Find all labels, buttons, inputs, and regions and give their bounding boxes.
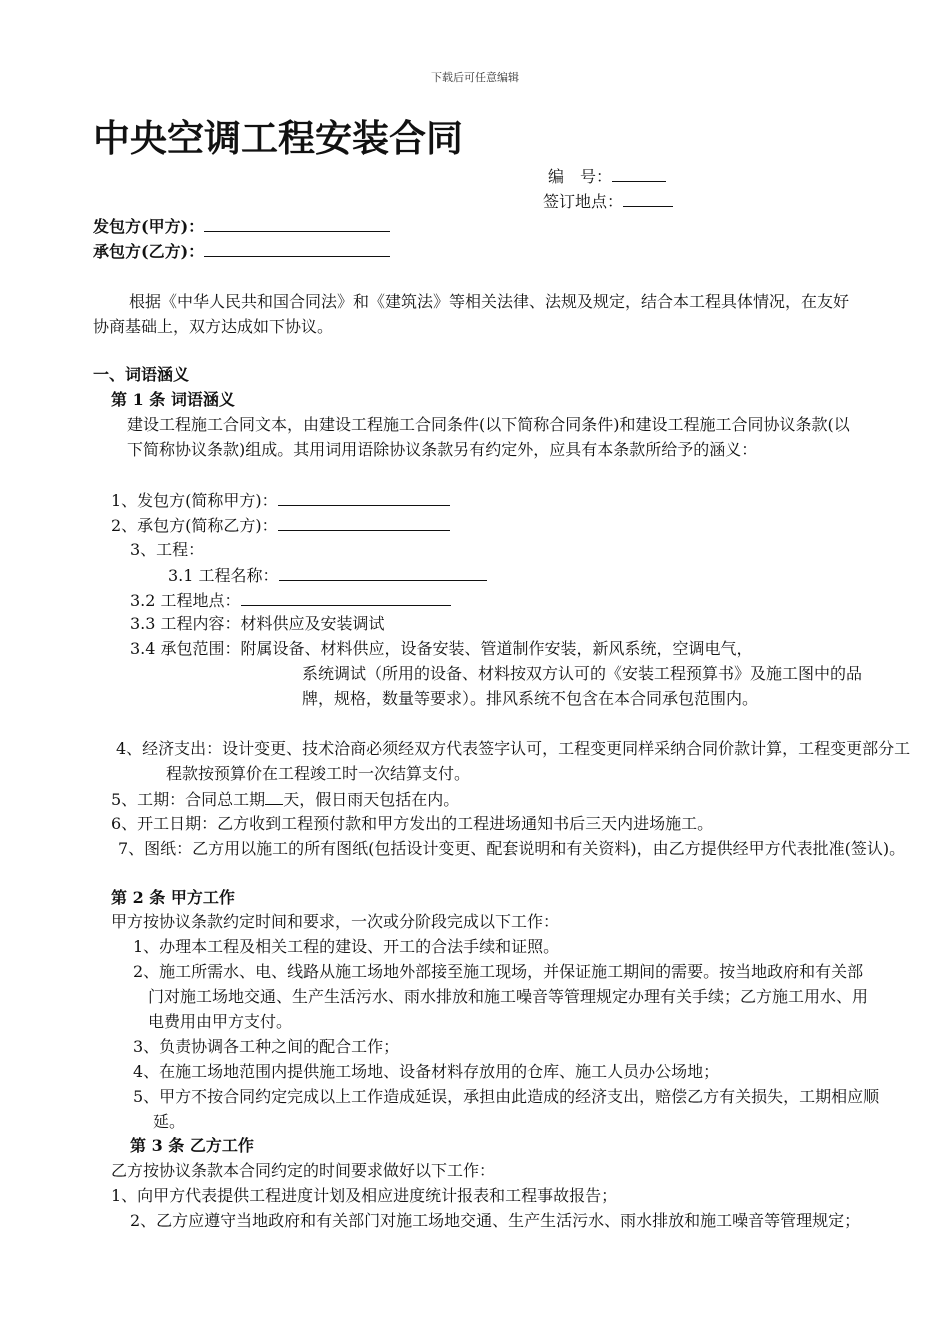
article-1-heading: 第 1 条 词语涵义 [111,390,235,409]
item-2-blank [278,515,450,531]
item-4: 4、经济支出：设计变更、技术洽商必须经双方代表签字认可，工程变更同样采纳合同价款计算，工程变更部分工程款按预算价在工程竣工时一次结算支付。 [116,739,911,783]
party-a-blank [204,216,390,232]
article-2-item-2: 2、施工所需水、电、线路从施工场地外部接至施工现场，并保证施工期间的需要。按当地政府和有关部门对施工场地交通、生产生活污水、雨水排放和施工噪音等管理规定办理有关手续；乙方施工用水、用电费用由甲方支付。 [133,962,869,1031]
contract-number-field [548,166,666,187]
article-2-item-1: 1、办理本工程及相关工程的建设、开工的合法手续和证照。 [133,937,560,956]
article-2-item-4: 4、在施工场地范围内提供施工场地、设备材料存放用的仓库、施工人员办公场地； [133,1062,720,1081]
item-1-label: 1、发包方(简称甲方)： [111,491,278,510]
article-3-item-2: 2、乙方应遵守当地政府和有关部门对施工场地交通、生产生活污水、雨水排放和施工噪音等管理规定； [130,1211,861,1230]
contract-number-blank [612,166,666,182]
item-3-1-blank [279,565,487,581]
item-3-4-continuation: 系统调试（所用的设备、材料按双方认可的《安装工程预算书》及施工图中的品牌，规格，数量等要求）。排风系统不包含在本合同承包范围内。 [302,664,863,708]
item-3-3: 3.3 工程内容：材料供应及安装调试 [130,614,385,633]
document-title: 中央空调工程安装合同 [93,117,463,160]
item-5 [111,789,459,810]
article-1-body: 建设工程施工合同文本，由建设工程施工合同条件(以下简称合同条件)和建设工程施工合同协议条款(以下简称协议条款)组成。其用词用语除协议条款另有约定外，应具有本条款所给予的涵义： [127,415,850,459]
item-3-1 [168,565,487,586]
article-2-intro: 甲方按协议条款约定时间和要求，一次或分阶段完成以下工作： [111,912,560,931]
item-1 [111,490,450,511]
article-2-item-5: 5、甲方不按合同约定完成以上工作造成延误，承担由此造成的经济支出，赔偿乙方有关损失，工期相应顺延。 [133,1087,880,1131]
signing-place-field [543,191,673,212]
item-1-blank [278,490,450,506]
item-5-label: 5、工期：合同总工期 [111,790,266,809]
item-6: 6、开工日期：乙方收到工程预付款和甲方发出的工程进场通知书后三天内进场施工。 [111,814,714,833]
item-7: 7、图纸：乙方用以施工的所有图纸(包括设计变更、配套说明和有关资料)，由乙方提供经甲方代表批准(签认)。 [118,839,906,858]
item-3-2-blank [241,590,451,606]
signing-place-label: 签订地点： [543,192,624,211]
signing-place-blank [623,191,673,207]
header-note: 下载后可任意编辑 [431,71,519,84]
article-2-heading: 第 2 条 甲方工作 [111,888,235,907]
item-5-suffix: 天，假日雨天包括在内。 [283,790,460,809]
item-5-blank [265,789,283,805]
section-1-heading: 一、词语涵义 [93,365,190,384]
item-3-1-label: 3.1 工程名称： [168,566,279,585]
party-a-field [93,216,390,237]
item-3-4 [130,639,753,659]
party-a-label: 发包方(甲方)： [93,217,205,236]
contract-number-label: 编 号： [548,167,613,186]
item-2-label: 2、承包方(简称乙方)： [111,516,278,535]
item-3-4-label: 3.4 承包范围： [130,639,241,658]
party-b-blank [204,241,390,257]
item-3-2 [130,590,451,611]
item-3: 3、工程： [130,540,205,559]
party-b-label: 承包方(乙方)： [93,242,205,261]
article-3-item-1: 1、向甲方代表提供工程进度计划及相应进度统计报表和工程事故报告； [111,1186,618,1205]
party-b-field [93,241,390,262]
item-3-2-label: 3.2 工程地点： [130,591,241,610]
intro-paragraph: 根据《中华人民共和国合同法》和《建筑法》等相关法律、法规及规定，结合本工程具体情况，在友好协商基础上，双方达成如下协议。 [93,292,850,336]
article-2-item-3: 3、负责协调各工种之间的配合工作； [133,1037,400,1056]
article-3-heading: 第 3 条 乙方工作 [130,1136,254,1155]
item-2 [111,515,450,536]
item-3-4-text: 附属设备、材料供应，设备安装、管道制作安装，新风系统，空调电气， [240,639,753,658]
article-3-intro: 乙方按协议条款本合同约定的时间要求做好以下工作： [111,1161,496,1180]
